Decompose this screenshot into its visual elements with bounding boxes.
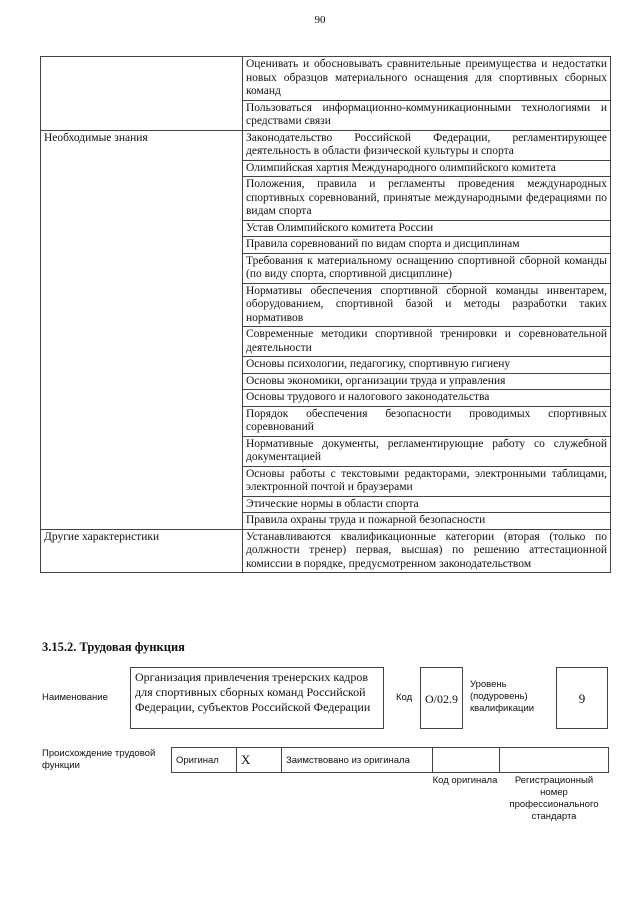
requirement-cell: Нормативы обеспечения спортивной сборной команды инвентарем, оборудованием, спортивной базой и методы разработки таких нормативов [243, 283, 611, 327]
requirement-cell: Оценивать и обосновывать сравнительные преимущества и недостатки новых образцов материального оснащения для спортивных сборных команд [243, 57, 611, 101]
level-label: Уровень (подуровень) квалификации [470, 679, 535, 714]
function-name-box: Организация привлечения тренерских кадров для спортивных сборных команд Российской Федерации, субъектов Российской Федерации [130, 667, 384, 729]
level-value-box: 9 [556, 667, 608, 729]
reg-number-label: Регистрационный номер профессионального стандарта [509, 775, 599, 822]
requirement-cell: Пользоваться информационно-коммуникационными технологиями и средствами связи [243, 100, 611, 130]
page-number: 90 [314, 14, 326, 26]
requirement-cell: Олимпийская хартия Международного олимпийского комитета [243, 160, 611, 177]
code-label: Код [396, 692, 413, 703]
requirement-cell: Положения, правила и регламенты проведения международных спортивных соревнований, принятые международными федерациями по видам спорта [243, 177, 611, 221]
name-label: Наименование [42, 692, 108, 703]
requirement-cell: Современные методики спортивной тренировки и соревновательной деятельности [243, 327, 611, 357]
origin-table [171, 747, 609, 773]
orig-code-label: Код оригинала [432, 775, 498, 786]
code-value-box: O/02.9 [420, 667, 463, 729]
category-cell: Другие характеристики [41, 529, 243, 573]
origin-label: Происхождение трудовой функции [42, 748, 156, 771]
category-cell [41, 57, 243, 131]
requirement-cell: Правила соревнований по видам спорта и дисциплинам [243, 237, 611, 254]
reg-num-cell [500, 748, 609, 773]
requirement-cell: Основы психологии, педагогику, спортивную гигиену [243, 357, 611, 374]
requirement-cell: Нормативные документы, регламентирующие работу со служебной документацией [243, 436, 611, 466]
requirement-cell: Порядок обеспечения безопасности проводимых спортивных соревнований [243, 406, 611, 436]
original-cell: Оригинал [172, 748, 237, 773]
section-title: 3.15.2. Трудовая функция [42, 640, 185, 654]
requirement-cell: Основы экономики, организации труда и управления [243, 373, 611, 390]
table-row [41, 130, 611, 160]
requirement-cell: Основы трудового и налогового законодательства [243, 390, 611, 407]
original-mark-cell: X [237, 748, 282, 773]
knowledge-table [40, 56, 611, 573]
borrowed-cell: Заимствовано из оригинала [282, 748, 433, 773]
requirement-cell: Законодательство Российской Федерации, регламентирующее деятельность в области физической культуры и спорта [243, 130, 611, 160]
requirement-cell: Устав Олимпийского комитета России [243, 220, 611, 237]
requirement-cell: Основы работы с текстовыми редакторами, электронными таблицами, электронной почтой и браузерами [243, 466, 611, 496]
table-row [41, 57, 611, 101]
requirement-cell: Требования к материальному оснащению спортивной сборной команды (по виду спорта, спортивной дисциплине) [243, 253, 611, 283]
category-cell: Необходимые знания [41, 130, 243, 529]
requirement-cell: Этические нормы в области спорта [243, 496, 611, 513]
table-row [41, 529, 611, 573]
requirement-cell: Правила охраны труда и пожарной безопасности [243, 513, 611, 530]
orig-code-cell [433, 748, 500, 773]
requirement-cell: Устанавливаются квалификационные категории (вторая (только по должности тренер) первая, высшая) по решению аттестационной комиссии в порядке, предусмотренном законодательством [243, 529, 611, 573]
